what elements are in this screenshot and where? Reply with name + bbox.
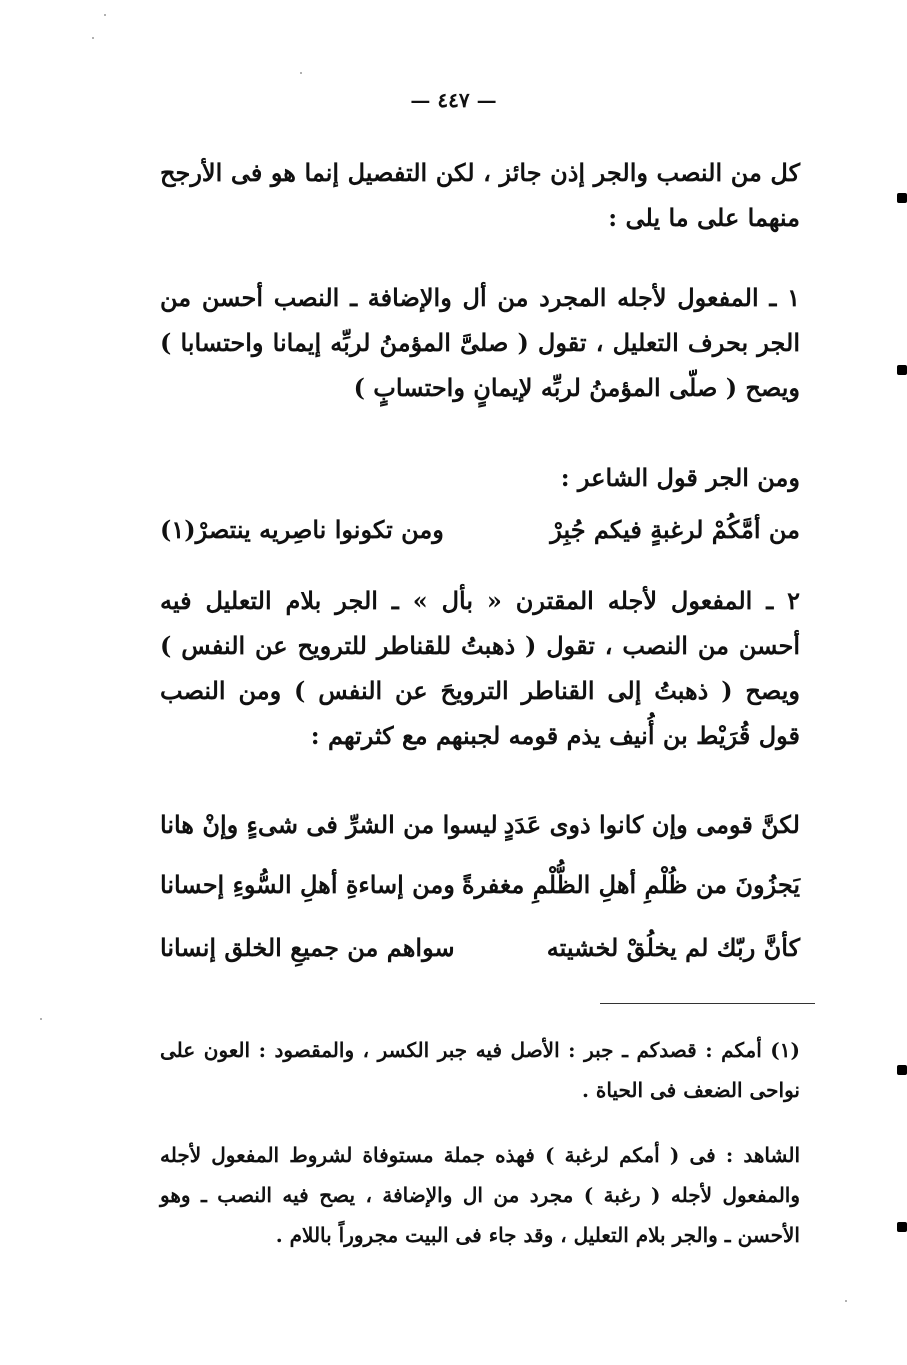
footnote-evidence: الشاهد : فى ( أمكم لرغبة ) فهذه جملة مستوفاة لشروط المفعول لأجله والمفعول لأجله ( رغبة ) مجرد من ال والإضافة ، يصح فيه النصب ـ وهو الأحسن ـ والجر بلام التعليل ، وقد جاء فى البيت مجروراً باللام . (160, 1143, 800, 1247)
verse-hemistich-second: ليسوا من الشرِّ فى شىءٍ وإنْ هانا (160, 810, 498, 839)
footnote-1: (١) أمكم : قصدكم ـ جبر : الأصل فيه جبر الكسر ، والمقصود : العون على نواحى الضعف فى الحياة . (160, 1038, 800, 1102)
verse-hemistich-second: ومن تكونوا ناصِريه ينتصرْ(١) (160, 515, 444, 544)
verse-line-3 (160, 870, 800, 899)
scan-speck (92, 37, 94, 39)
scan-edge-mark (897, 1065, 907, 1075)
verse-hemistich-second: ومن إساءةِ أهلِ السُّوءِ إحسانا (160, 870, 455, 899)
paragraph-rule-2: ٢ ـ المفعول لأجله المقترن « بأل » ـ الجر بلام التعليل فيه أحسن من النصب ، تقول ( ذهبتُ للقناطر للترويح عن النفس ) ويصح ( ذهبتُ إلى القناطر الترويحَ عن النفس ) ومن النصب قول قُرَيْط بن أُنيف يذم قومه لجبنهم مع كثرتهم : (160, 586, 800, 750)
verse-hemistich-first: يَجزُونَ من ظُلْمِ أهلِ الظُّلْمِ مغفرةً (461, 870, 800, 899)
paragraph-intro: كل من النصب والجر إذن جائز ، لكن التفصيل إنما هو فى الأرجح منهما على ما يلى : (160, 158, 800, 232)
verse-hemistich-second: سواهم من جميعِ الخلق إنسانا (160, 933, 455, 962)
scan-speck (300, 72, 302, 74)
verse-line-2 (160, 810, 800, 839)
scan-speck (104, 14, 106, 16)
scan-speck (845, 1300, 847, 1302)
footnote-divider (600, 1003, 815, 1004)
verse-line-4 (160, 933, 800, 962)
verse-hemistich-first: لكنَّ قومى وإن كانوا ذوى عَدَدٍ (503, 810, 800, 839)
scan-edge-mark (897, 193, 907, 203)
page-number: — ٤٤٧ — (410, 88, 497, 112)
verse-hemistich-first: كأنَّ ربّك لم يخلُقْ لخشيته (546, 933, 800, 962)
scan-speck (40, 1018, 42, 1020)
paragraph-poet-intro: ومن الجر قول الشاعر : (560, 463, 800, 492)
scan-edge-mark (897, 1222, 907, 1232)
verse-hemistich-first: من أمَّكُمْ لرغبةٍ فيكم جُبِرْ (550, 515, 800, 544)
scan-edge-mark (897, 365, 907, 375)
verse-line-1 (160, 515, 800, 544)
paragraph-rule-1: ١ ـ المفعول لأجله المجرد من أل والإضافة ـ النصب أحسن من الجر بحرف التعليل ، تقول ( صلىَّ المؤمنُ لربِّه إيمانا واحتسابا ) ويصح ( صلّى المؤمنُ لربِّه لإيمانٍ واحتسابٍ ) (160, 283, 800, 402)
